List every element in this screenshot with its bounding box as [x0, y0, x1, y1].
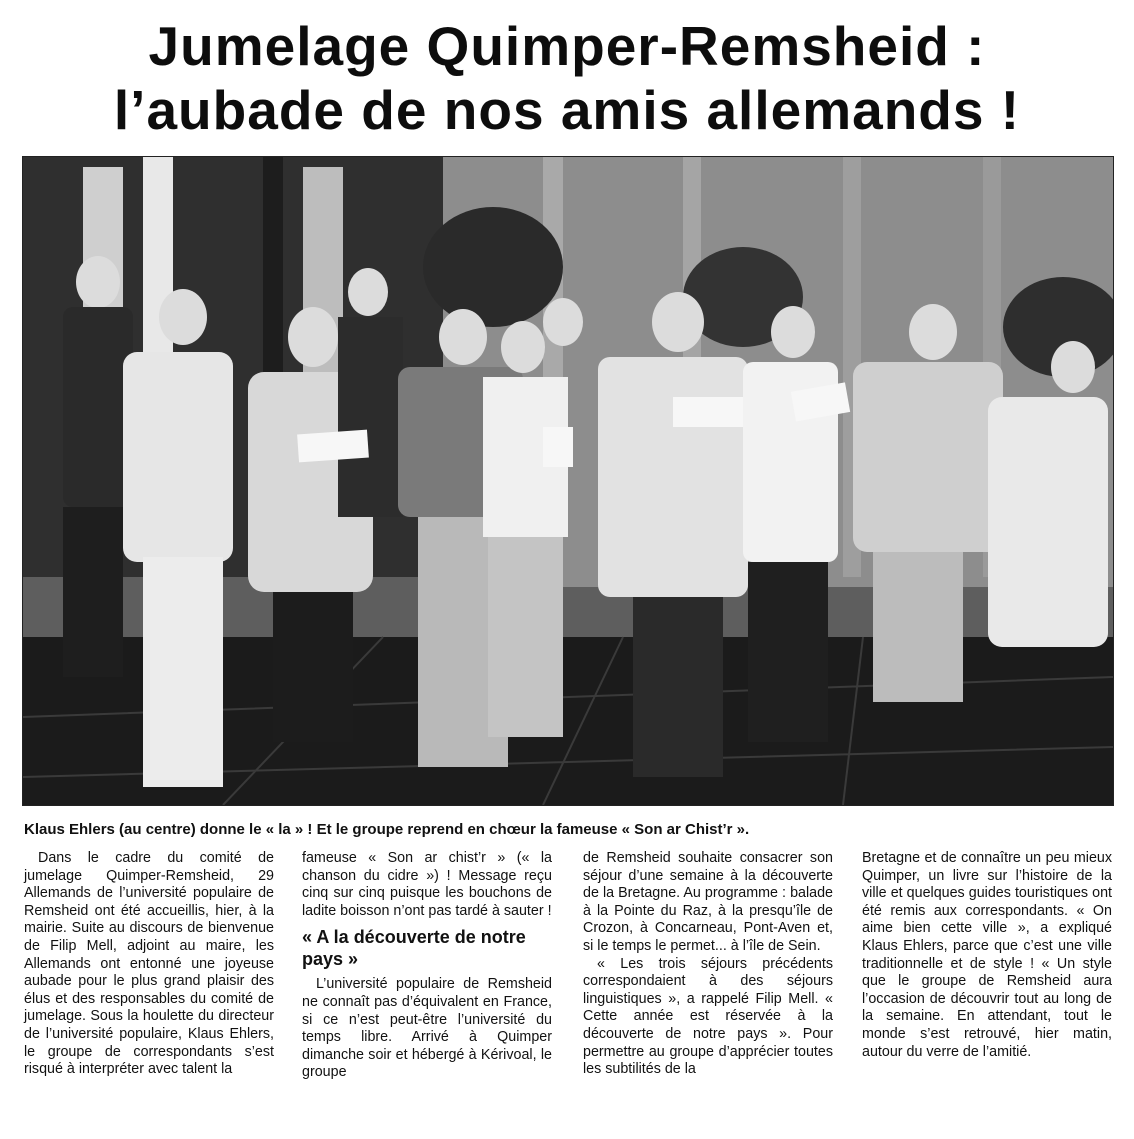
article-column-4	[862, 850, 1112, 1061]
column-3-paragraph-2: « Les trois séjours précédents correspondaient à des séjours linguistiques », a rappelé Filip Mell. « Cette année est réservée à la découverte de notre pays ». Pour permettre au groupe d’apprécier toutes les subtilités de la	[583, 955, 833, 1078]
article-column-3	[583, 850, 833, 1079]
article-column-2	[302, 850, 552, 1082]
headline-line-2: l’aubade de nos amis allemands !	[113, 79, 1021, 141]
column-2-paragraph-2: L’université populaire de Remsheid ne connaît pas d’équivalent en France, si ce n’est peut-être l’université du temps libre. Arrivé à Quimper dimanche soir et hébergé à Kérivoal, le groupe	[302, 976, 552, 1081]
photo-caption: Klaus Ehlers (au centre) donne le « la » ! Et le groupe reprend en chœur la fameuse « Son ar Chist’r ».	[24, 821, 750, 838]
column-2-paragraph-1: fameuse « Son ar chist’r » (« la chanson du cidre ») ! Message reçu cinq sur cinq puisque les bouchons de ladite boisson n’ont pas tardé à sauter !	[302, 850, 552, 919]
section-subheading: « A la découverte de notre pays »	[302, 927, 526, 970]
article-column-1	[24, 850, 274, 1079]
photo-illustration	[23, 157, 1113, 805]
headline	[20, 14, 1114, 142]
column-1-paragraph: Dans le cadre du comité de jumelage Quimper-Remsheid, 29 Allemands de l’université populaire de Remsheid ont été accueillis, hier, à la mairie. Suite au discours de bienvenue de Filip Mell, adjoint au maire, les Allemands ont entonné une joyeuse aubade pour le plus grand plaisir des élus et des responsables du comité de jumelage. Sous la houlette du directeur de l’université populaire, Klaus Ehlers, le groupe de correspondants s’est risqué à interpréter avec talent la	[24, 850, 274, 1078]
headline-line-1: Jumelage Quimper-Remsheid :	[148, 15, 986, 77]
column-4-paragraph: Bretagne et de connaître un peu mieux Quimper, un livre sur l’histoire de la ville et quelques guides touristiques ont été remis aux correspondants. « On aime bien cette ville », a expliqué Klaus Ehlers, parce que c’est une ville traditionnelle et de style ! « Un style que le groupe de Remsheid aura l’occasion de découvrir tout au long de la semaine. En attendant, tout le monde s’est retrouvé, hier matin, autour du verre de l’amitié.	[862, 850, 1112, 1060]
group-singing-photo	[22, 156, 1114, 806]
column-3-paragraph-1: de Remsheid souhaite consacrer son séjour d’une semaine à la découverte de la Bretagne. Au programme : balade à la Pointe du Raz, à la presqu’île de Crozon, à Concarneau, Pont-Aven et, si le temps le permet... à l’île de Sein.	[583, 850, 833, 954]
